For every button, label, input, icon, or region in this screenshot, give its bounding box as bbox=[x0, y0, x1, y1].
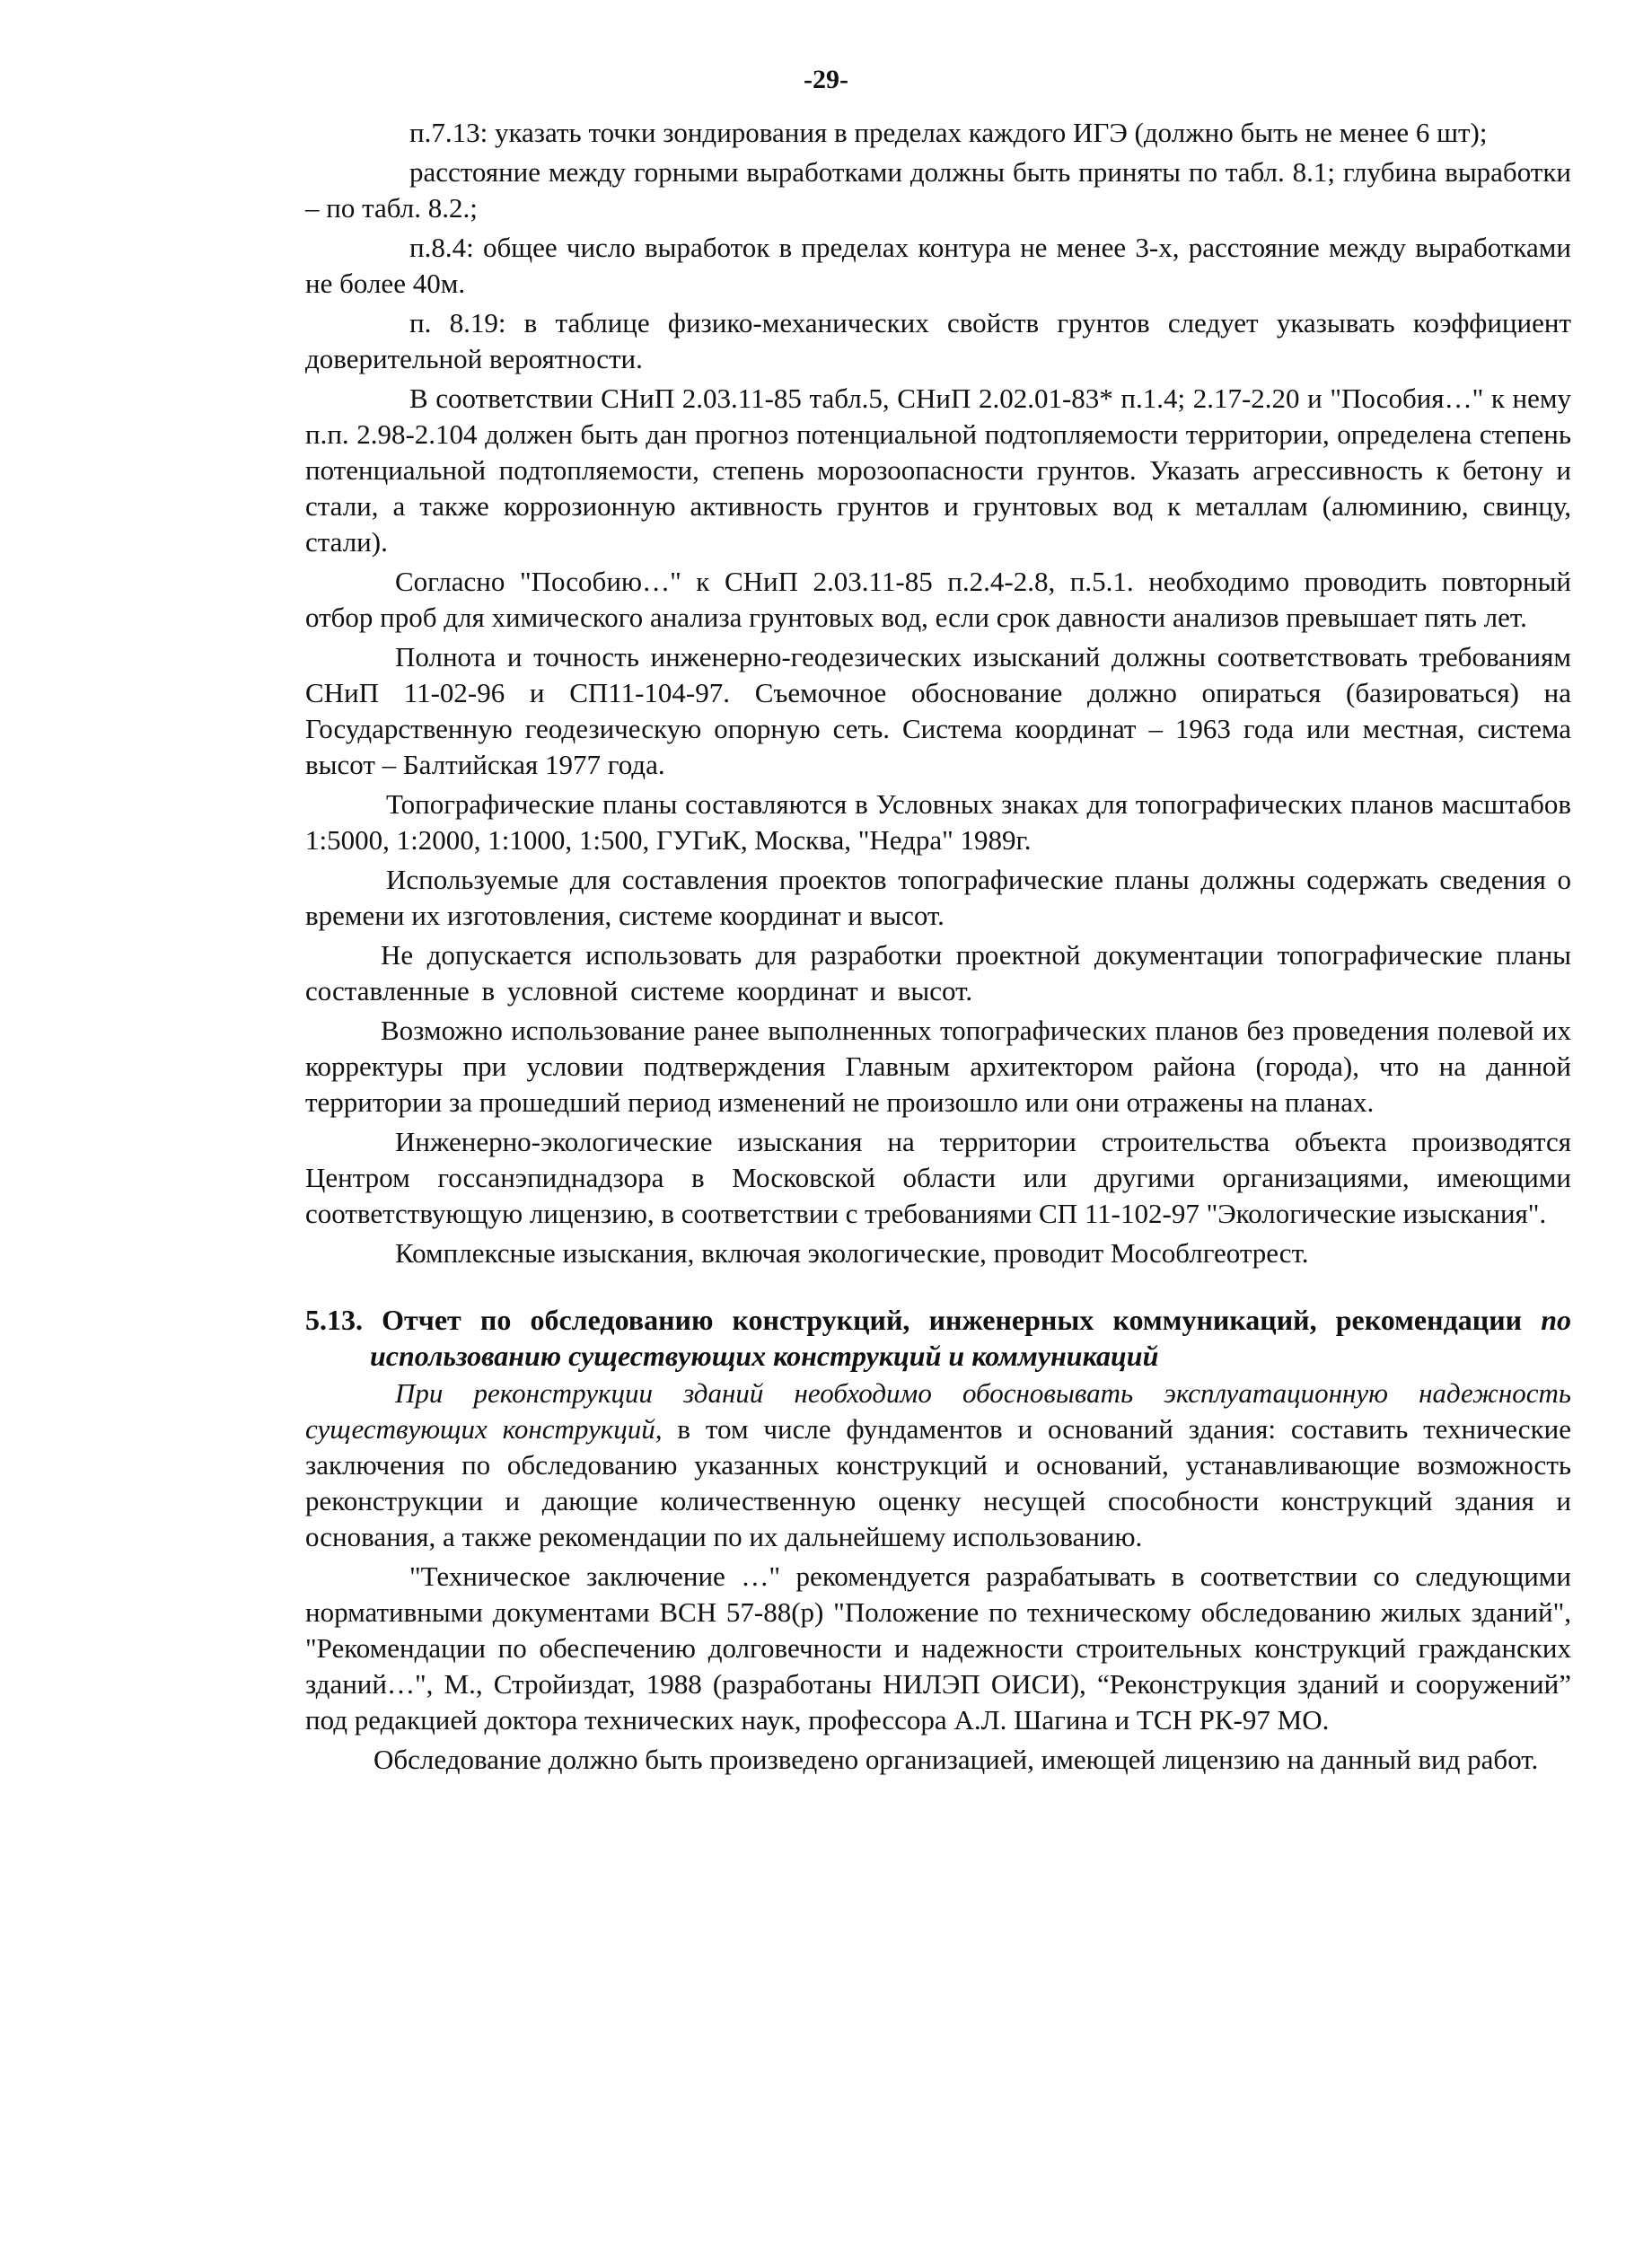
paragraph-inspection-license: Обследование должно быть произведено организацией, имеющей лицензию на данный вид работ. bbox=[373, 1744, 1539, 1775]
paragraph-snip-flooding: В соответствии СНиП 2.03.11-85 табл.5, СНиП 2.02.01-83* п.1.4; 2.17-2.20 и "Пособия…" к нему п.п. 2.98-2.104 должен быть дан прогноз потенциальной подтопляемости территории, определена степень потенциальной подтопляемости, степень морозоопасности грунтов. Указать агрессивность к бетону и стали, а также коррозионную активность грунтов и грунтовых вод к металлам (алюминию, свинцу, стали). bbox=[305, 382, 1571, 558]
paragraph-topo-info: Используемые для составления проектов топографические планы должны содержать сведения о времени их изготовления, системе координат и высот. bbox=[305, 864, 1571, 931]
paragraph-not-allowed: Не допускается использовать для разработки проектной документации топографические планы составленные в условной системе координат и высот. bbox=[305, 939, 1571, 1006]
paragraph-sampling: Согласно "Пособию…" к СНиП 2.03.11-85 п.2.4-2.8, п.5.1. необходимо проводить повторный отбор проб для химического анализа грунтовых вод, если срок давности анализов превышает пять лет. bbox=[305, 566, 1571, 633]
paragraph-reconstruction-rest: в том числе фундаментов и оснований здания: составить технические заключения по обследованию указанных конструкций и оснований, устанавливающие возможность реконструкции и дающие количественную оценку несущей способности конструкций здания и основания, а также рекомендации по их дальнейшему использованию. bbox=[305, 1413, 1571, 1552]
paragraph-geodesy: Полнота и точность инженерно-геодезических изысканий должны соответствовать требованиям СНиП 11-02-96 и СП11-104-97. Съемочное обоснование должно опираться (базироваться) на Государственную геодезическую опорную сеть. Система координат – 1963 года или местная, система высот – Балтийская 1977 года. bbox=[305, 641, 1571, 780]
section-subtitle: по использованию существующих конструкций и коммуникаций bbox=[370, 1304, 1572, 1372]
paragraph-topo-symbols: Топографические планы составляются в Условных знаках для топографических планов масштабов 1:5000, 1:2000, 1:1000, 1:500, ГУГиК, Москва, "Недра" 1989г. bbox=[305, 788, 1571, 856]
paragraph-tech-conclusion: "Техническое заключение …" рекомендуется разрабатывать в соответствии со следующими нормативными документами ВСН 57-88(р) "Положение по техническому обследованию жилых зданий", "Рекомендации по обеспечению долговечности и надежности строительных конструкций гражданских зданий…", М., Стройиздат, 1988 (разработаны НИЛЭП ОИСИ), “Реконструкция зданий и сооружений” под редакцией доктора технических наук, профессора А.Л. Шагина и ТСН РК-97 МО. bbox=[305, 1560, 1571, 1736]
paragraph-complex-surveys: Комплексные изыскания, включая экологические, проводит Мособлгеотрест. bbox=[395, 1237, 1309, 1269]
section-title: Отчет по обследованию конструкций, инженерных коммуникаций, рекомендации bbox=[382, 1304, 1523, 1336]
paragraph-distance: расстояние между горными выработками должны быть приняты по табл. 8.1; глубина выработки – по табл. 8.2.; bbox=[305, 156, 1571, 224]
paragraph-7-13: п.7.13: указать точки зондирования в пределах каждого ИГЭ (должно быть не менее 6 шт); bbox=[409, 117, 1488, 148]
paragraph-8-19: п. 8.19: в таблице физико-механических свойств грунтов следует указывать коэффициент доверительной вероятности. bbox=[305, 307, 1571, 374]
section-heading-5-13 bbox=[305, 1302, 1571, 1374]
paragraph-previous-plans: Возможно использование ранее выполненных топографических планов без проведения полевой их корректуры при условии подтверждения Главным архитектором района (города), что на данной территории за прошедший период изменений не произошло или они отражены на планах. bbox=[305, 1015, 1571, 1118]
paragraph-8-4: п.8.4: общее число выработок в пределах контура не менее 3-х, расстояние между выработками не более 40м. bbox=[305, 232, 1571, 299]
page-number: -29- bbox=[804, 65, 848, 94]
paragraph-reconstruction-italic: При реконструкции зданий необходимо обосновывать эксплуатационную надежность существующих конструкций, bbox=[305, 1377, 1571, 1445]
page-body bbox=[305, 115, 1571, 1781]
paragraph-eco-surveys: Инженерно-экологические изыскания на территории строительства объекта производятся Центром госсанэпиднадзора в Московской области или другими организациями, имеющими соответствующую лицензию, в соответствии с требованиями СП 11-102-97 "Экологические изыскания". bbox=[305, 1126, 1571, 1229]
section-number: 5.13. bbox=[305, 1304, 363, 1336]
paragraph-reconstruction bbox=[305, 1375, 1571, 1555]
